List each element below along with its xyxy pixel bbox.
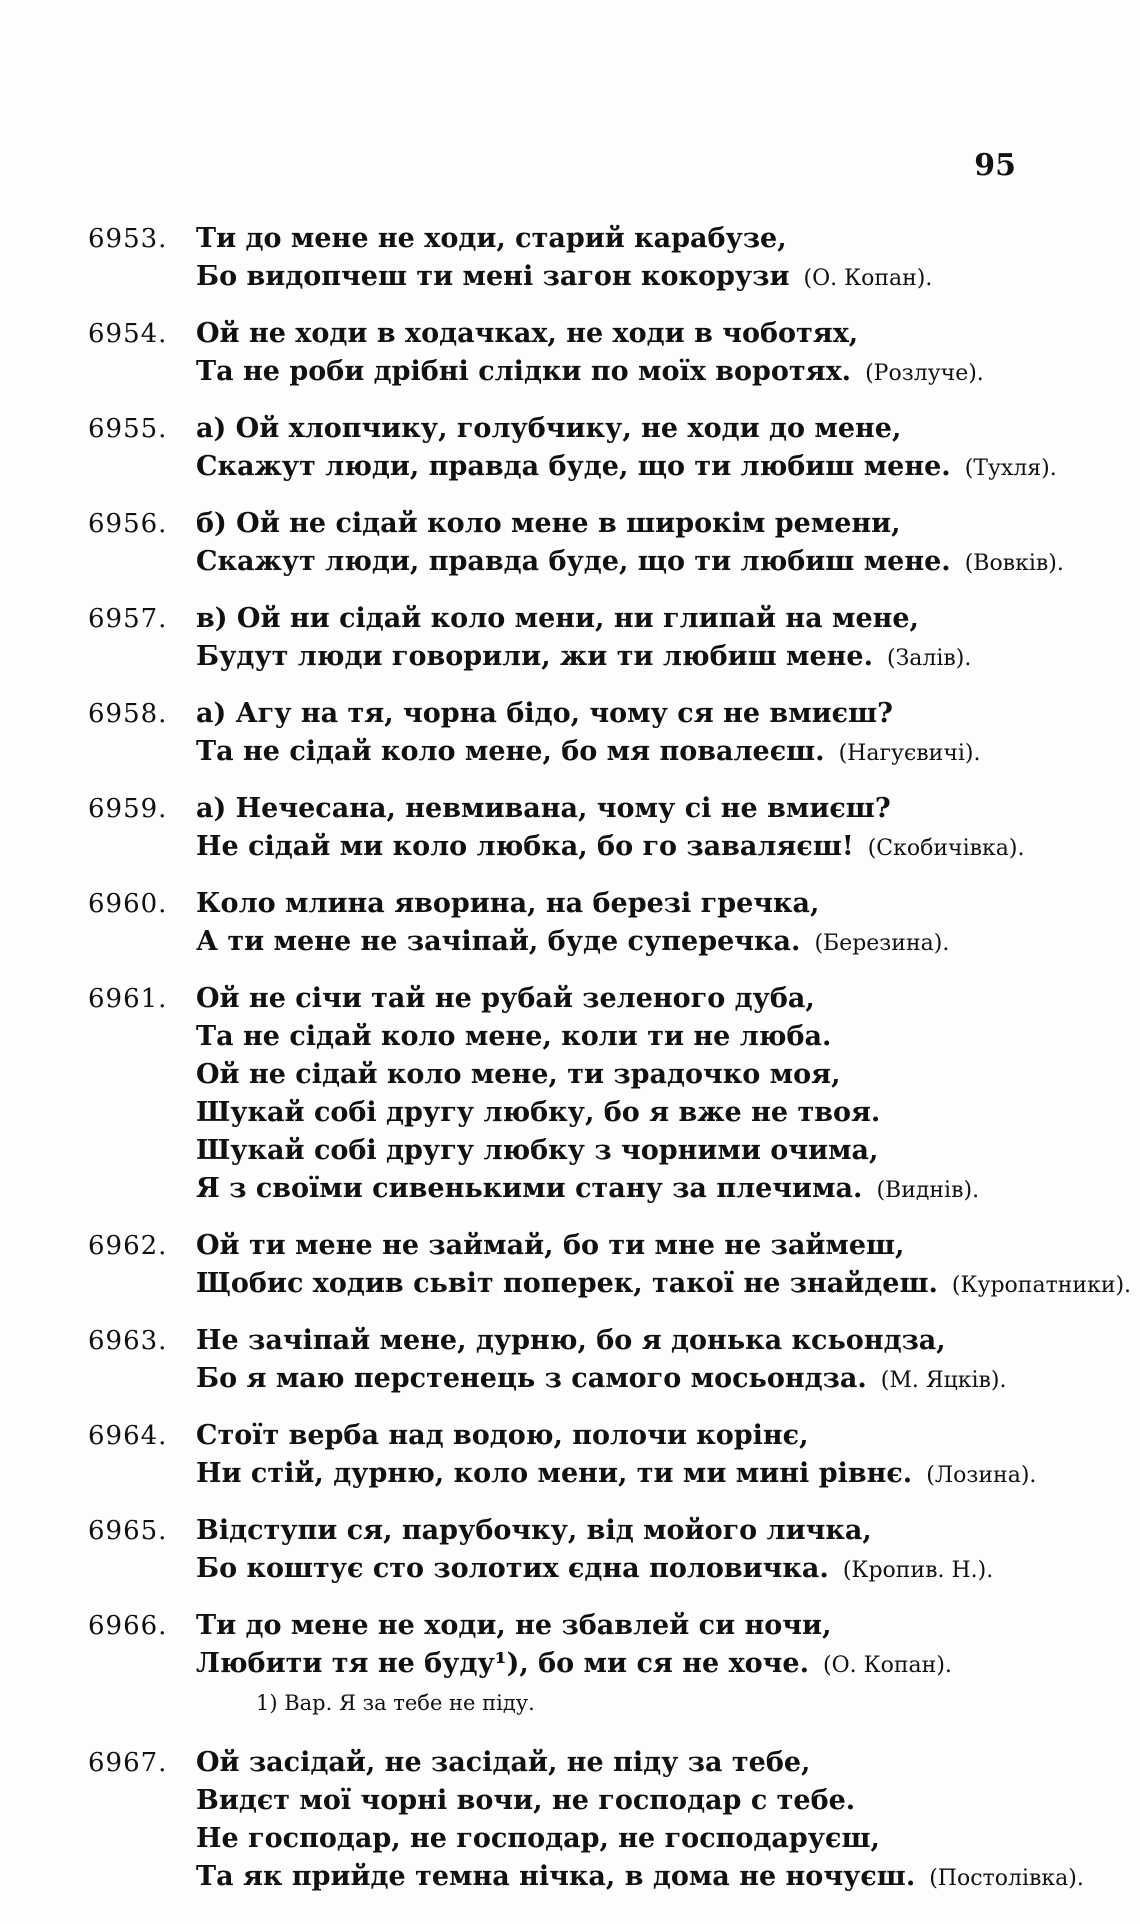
verse-line [196, 1744, 1084, 1782]
verse-text: Не зачіпай мене, дурню, бо я донька ксьондза, [196, 1325, 946, 1356]
entry [88, 695, 1048, 773]
verse-text: Та не сідай коло мене, коли ти не люба. [196, 1021, 832, 1052]
verse-line [196, 315, 1048, 353]
entry [88, 1744, 1084, 1898]
verse-text: Будут люди говорили, жи ти любиш мене. [196, 641, 873, 672]
entry [88, 1607, 1048, 1727]
verse-text: Коло млина яворина, на березі гречка, [196, 888, 820, 919]
source-location: (Нагуєвичі). [838, 741, 981, 766]
verse-line [196, 1782, 1084, 1820]
verse-line [196, 600, 1048, 638]
verse-text: Стоїт верба над водою, полочи корінє, [196, 1420, 809, 1451]
verse-line [196, 1455, 1048, 1495]
verse-text: Щобис ходив сьвіт поперек, такої не знайдеш. [196, 1268, 938, 1299]
verse-text: Ой не ходи в ходачках, не ходи в чоботях, [196, 318, 859, 349]
verse-line [196, 1645, 1048, 1685]
source-location: (Березина). [814, 931, 950, 956]
verse-line [196, 543, 1064, 583]
source-location: (Залів). [887, 646, 972, 671]
verse-line [196, 790, 1048, 828]
entry-number: 6965. [88, 1516, 168, 1546]
entry-verse [196, 1322, 1048, 1400]
page-number: 95 [974, 148, 1016, 183]
entry-verse [196, 505, 1064, 583]
verse-line [196, 695, 1048, 733]
source-location: (Постолівка). [929, 1866, 1084, 1891]
verse-text: Бо коштує сто золотих єдна половичка. [196, 1553, 829, 1584]
entry [88, 220, 1048, 298]
verse-text: Скажут люди, правда буде, що ти любиш мене. [196, 546, 951, 577]
verse-line [196, 1550, 1048, 1590]
entry-verse [196, 1744, 1084, 1898]
verse-line [196, 220, 1048, 258]
verse-line [196, 885, 1048, 923]
verse-line [196, 638, 1048, 678]
source-location: (М. Яцків). [880, 1368, 1007, 1393]
entry [88, 1512, 1048, 1590]
verse-line [196, 1322, 1048, 1360]
entry-verse [196, 1607, 1048, 1727]
source-location: (Кропив. Н.). [842, 1558, 994, 1583]
verse-line [196, 1512, 1048, 1550]
entry-number: 6953. [88, 224, 168, 254]
entry-number: 6955. [88, 414, 168, 444]
entry [88, 1417, 1048, 1495]
entry-number: 6967. [88, 1748, 168, 1778]
verse-text: Не господар, не господар, не господаруєш, [196, 1823, 880, 1854]
entry-number: 6956. [88, 509, 168, 539]
verse-text: а) Ой хлопчику, голубчику, не ходи до мене, [196, 413, 902, 444]
verse-text: Відступи ся, парубочку, від мойого личка, [196, 1515, 872, 1546]
verse-line [196, 1094, 1048, 1132]
entry-verse [196, 695, 1048, 773]
source-location: (Розлуче). [865, 361, 984, 386]
entry-verse [196, 315, 1048, 393]
entry-number: 6958. [88, 699, 168, 729]
verse-text: б) Ой не сідай коло мене в широкім ремени, [196, 508, 901, 539]
source-location: (Тухля). [964, 456, 1057, 481]
verse-text: в) Ой ни сідай коло мени, ни глипай на мене, [196, 603, 919, 634]
entry-number: 6957. [88, 604, 168, 634]
entry [88, 315, 1048, 393]
entry-verse [196, 1512, 1048, 1590]
entry [88, 505, 1064, 583]
verse-text: Та не роби дрібні слідки по моїх воротях. [196, 356, 852, 387]
entry-verse [196, 600, 1048, 678]
verse-line [196, 1170, 1048, 1210]
verse-text: Не сідай ми коло любка, бо го заваляєш! [196, 831, 854, 862]
verse-text: Я з своїми сивенькими стану за плечима. [196, 1173, 863, 1204]
entry-number: 6960. [88, 889, 168, 919]
verse-text: Ой ти мене не займай, бо ти мне не займеш, [196, 1230, 905, 1261]
entries-list [88, 220, 1132, 1915]
verse-text: Ой не сідай коло мене, ти зрадочко моя, [196, 1059, 841, 1090]
source-location: (Скобичівка). [867, 836, 1025, 861]
verse-text: Бо я маю перстенець з самого мосьондза. [196, 1363, 867, 1394]
entry [88, 790, 1048, 868]
verse-line [196, 353, 1048, 393]
source-location: (Вовків). [964, 551, 1064, 576]
verse-text: Любити тя не буду¹), бо ми ся не хоче. [196, 1648, 810, 1679]
entry-verse [196, 1227, 1131, 1305]
entry-number: 6959. [88, 794, 168, 824]
entry-verse [196, 410, 1057, 488]
verse-line [196, 1858, 1084, 1898]
verse-line [196, 1417, 1048, 1455]
verse-text: Ой не січи тай не рубай зеленого дуба, [196, 983, 815, 1014]
verse-text: Ти до мене не ходи, не збавлей си ночи, [196, 1610, 832, 1641]
verse-text: а) Нечесана, невмивана, чому сі не вмиєш? [196, 793, 891, 824]
entry-verse [196, 980, 1048, 1210]
verse-text: Скажут люди, правда буде, що ти любиш мене. [196, 451, 951, 482]
entry-number: 6964. [88, 1421, 168, 1451]
verse-text: Та як прийде темна нічка, в дома не ночуєш. [196, 1861, 916, 1892]
entry-number: 6963. [88, 1326, 168, 1356]
verse-line [196, 980, 1048, 1018]
verse-line [196, 1265, 1131, 1305]
entry [88, 600, 1048, 678]
verse-text: Та не сідай коло мене, бо мя повалеєш. [196, 736, 825, 767]
entry-verse [196, 220, 1048, 298]
verse-text: Шукай собі другу любку, бо я вже не твоя. [196, 1097, 881, 1128]
verse-text: Ни стій, дурню, коло мени, ти ми мині рівнє. [196, 1458, 913, 1489]
verse-text: Ти до мене не ходи, старий карабузе, [196, 223, 787, 254]
entry-number: 6961. [88, 984, 168, 1014]
verse-line [196, 1018, 1048, 1056]
verse-text: Ой засідай, не засідай, не піду за тебе, [196, 1747, 811, 1778]
verse-line [196, 1132, 1048, 1170]
verse-line [196, 1056, 1048, 1094]
verse-line [196, 1360, 1048, 1400]
entry-verse [196, 885, 1048, 963]
verse-line [196, 505, 1064, 543]
entry [88, 1322, 1048, 1400]
verse-line [196, 410, 1057, 448]
source-location: (Куропатники). [951, 1273, 1132, 1298]
entry [88, 1227, 1132, 1305]
verse-line [196, 733, 1048, 773]
entry-number: 6962. [88, 1231, 168, 1261]
footnote: 1) Вар. Я за тебе не піду. [256, 1691, 535, 1715]
source-location: (Виднів). [876, 1178, 980, 1203]
verse-line [196, 1227, 1131, 1265]
source-location: (О. Копан). [803, 266, 933, 291]
entry [88, 980, 1048, 1210]
entry [88, 410, 1057, 488]
verse-line [196, 448, 1057, 488]
entry [88, 885, 1048, 963]
verse-line [196, 923, 1048, 963]
entry-verse [196, 1417, 1048, 1495]
verse-line [196, 258, 1048, 298]
verse-line [196, 1820, 1084, 1858]
verse-text: а) Агу на тя, чорна бідо, чому ся не вмиєш? [196, 698, 893, 729]
verse-text: Шукай собі другу любку з чорними очима, [196, 1135, 879, 1166]
verse-text: А ти мене не зачіпай, буде суперечка. [196, 926, 801, 957]
entry-number: 6954. [88, 319, 168, 349]
entry-number: 6966. [88, 1611, 168, 1641]
verse-line [196, 828, 1048, 868]
entry-verse [196, 790, 1048, 868]
verse-text: Видєт мої чорні вочи, не господар с тебе. [196, 1785, 856, 1816]
source-location: (Лозина). [926, 1463, 1037, 1488]
verse-text: Бо видопчеш ти мені загон кокорузи [196, 261, 790, 292]
source-location: (О. Копан). [823, 1653, 952, 1678]
verse-line [196, 1607, 1048, 1645]
